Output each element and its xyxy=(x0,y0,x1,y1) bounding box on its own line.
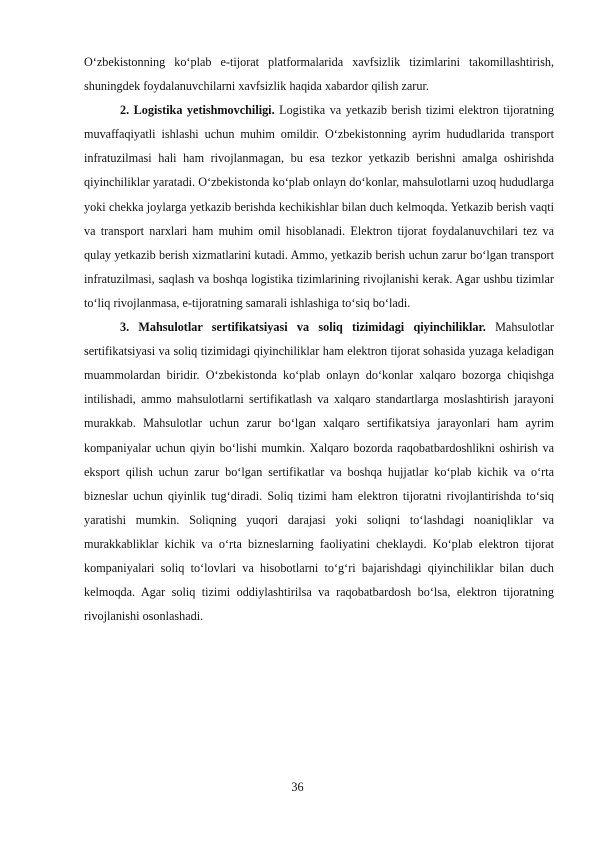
paragraph-text: Mahsulotlar sertifikatsiyasi va soliq tizimidagi qiyinchiliklar ham elektron tijorat sohasida yuzaga keladigan muammolardan biridir. O‘zbekistonda ko‘plab onlayn do‘konlar xalqaro bozorga chiqishga intilishadi, ammo mahsulotlarni sertifikatlash va xalqaro standartlarga moslashtirish jarayoni murakkab. Mahsulotlar uchun zarur bo‘lgan xalqaro sertifikatsiya jarayonlari ham ayrim kompaniyalar uchun qiyin bo‘lishi mumkin. Xalqaro bozorda raqobatbardoshlikni oshirish va eksport qilish uchun zarur bo‘lgan sertifikatlar va boshqa hujjatlar ko‘plab kichik va o‘rta bizneslar uchun qiyinlik tug‘diradi. Soliq tizimi ham elektron tijoratni rivojlantirishda to‘siq yaratishi mumkin. Soliqning yuqori darajasi yoki soliqni to‘lashdagi noaniqliklar va murakkabliklar kichik va o‘rta bizneslarning faoliyatini cheklaydi. Ko‘plab elektron tijorat kompaniyalari soliq to‘lovlari va hisobotlarni to‘g‘ri bajarishdagi qiyinchiliklar bilan duch kelmoqda. Agar soliq tizimi oddiylashtirilsa va raqobatbardosh bo‘lsa, elektron tijoratning rivojlanishi osonlashadi. xyxy=(84,320,554,624)
body-text xyxy=(84,50,554,628)
page-number: 36 xyxy=(291,780,304,794)
paragraph-logistics xyxy=(84,98,554,315)
paragraph-text: O‘zbekistonning ko‘plab e-tijorat platformalarida xavfsizlik tizimlarini takomillashtirish, shuningdek foydalanuvchilarni xavfsizlik haqida xabardor qilish zarur. xyxy=(84,55,554,94)
paragraph-continued xyxy=(84,50,554,98)
paragraph-certification xyxy=(84,315,554,628)
section-heading-certification: 3. Mahsulotlar sertifikatsiyasi va soliq tizimidagi qiyinchiliklar. xyxy=(120,320,486,335)
paragraph-text: Logistika va yetkazib berish tizimi elektron tijoratning muvaffaqiyatli ishlashi uchun muhim omildir. O‘zbekistonning ayrim hududlarida transport infratuzilmasi hali ham rivojlanmagan, bu esa tezkor yetkazib berishni amalga oshirishda qiyinchiliklar yaratadi. O‘zbekistonda ko‘plab onlayn do‘konlar, mahsulotlarni uzoq hududlarga yoki chekka joylarga yetkazib berishda kechikishlar bilan duch kelmoqda. Yetkazib berish vaqti va transport narxlari ham muhim omil hisoblanadi. Elektron tijorat foydalanuvchilari tez va qulay yetkazib berish xizmatlarini kutadi. Ammo, yetkazib berish uchun zarur bo‘lgan transport infratuzilmasi, saqlash va boshqa logistika tizimlarining rivojlanishi kerak. Agar ushbu tizimlar to‘liq rivojlanmasa, e-tijoratning samarali ishlashiga to‘siq bo‘ladi. xyxy=(84,103,554,310)
section-heading-logistics: 2. Logistika yetishmovchiligi. xyxy=(120,103,275,118)
